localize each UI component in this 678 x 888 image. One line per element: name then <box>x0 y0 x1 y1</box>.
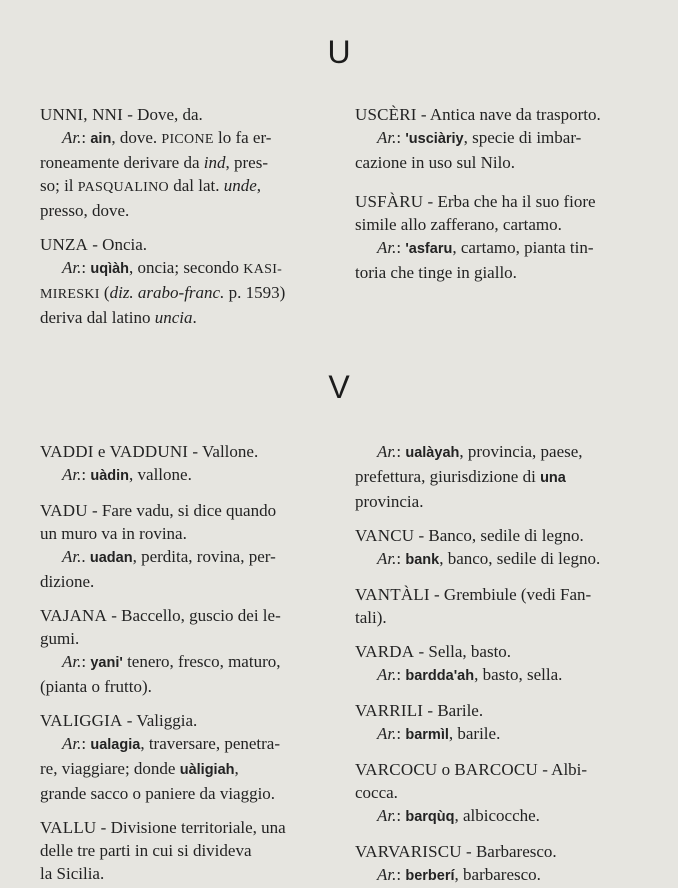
arabic-word: 'usciàriy <box>405 131 464 147</box>
entry-unni: UNNI, NNI - Dove, da. Ar.: ain, dove. PICONE lo fa er- roneamente derivare da ind, pres- so; il PASQUALINO dal lat. unde, presso, dove. <box>40 105 272 220</box>
headword: VARRILI <box>355 701 424 720</box>
arabic-word: barqùq <box>405 809 455 825</box>
arabic-word: 'asfaru <box>405 241 453 257</box>
headword: VARDA <box>355 642 415 661</box>
arabic-word: uàligiah <box>179 762 235 778</box>
ar-label: Ar. <box>377 128 397 147</box>
ar-label: Ar. <box>62 128 82 147</box>
entry-varda: VARDA - Sella, basto. Ar.: bardda'ah, basto, sella. <box>355 642 563 684</box>
arabic-word: barmìl <box>405 727 449 743</box>
arabic-word: bardda'ah <box>405 668 475 684</box>
arabic-word: ain <box>90 131 112 147</box>
headword: USFÀRU <box>355 192 424 211</box>
entry-vallu: VALLU - Divisione territoriale, una delle tre parti in cui si divideva la Sicilia. <box>40 818 286 883</box>
arabic-word: uàdin <box>90 468 130 484</box>
ar-label: Ar. <box>377 238 397 257</box>
entry-vantali: VANTÀLI - Grembiule (vedi Fan- tali). <box>355 585 592 627</box>
headword: VAJANA <box>40 606 108 625</box>
entry-varcocu: VARCOCU o BARCOCU - Albi- cocca. Ar.: barqùq, albicocche. <box>355 760 588 825</box>
ar-label: Ar. <box>377 806 397 825</box>
headword: VARVARISCU <box>355 842 462 861</box>
u-left-column <box>40 103 340 329</box>
arabic-word: ualagia <box>90 737 141 753</box>
headword: VANTÀLI <box>355 585 430 604</box>
headword: UNNI, NNI <box>40 105 124 124</box>
ar-label: Ar. <box>377 665 397 684</box>
entry-usfaru: USFÀRU - Erba che ha il suo fiore simile allo zafferano, cartamo. Ar.: 'asfaru, cartamo, pianta tin- toria che tinge in giallo. <box>355 192 596 282</box>
arabic-word: ualàyah <box>405 445 460 461</box>
v-left-column <box>40 440 340 885</box>
entry-usceri: USCÈRI - Antica nave da trasporto. Ar.: 'usciàriy, specie di imbar- cazione in uso sul Nilo. <box>355 105 601 172</box>
arabic-word: berberí <box>405 868 455 884</box>
entry-vallu-continued: Ar.: ualàyah, provincia, paese, prefettura, giurisdizione di una provincia. <box>355 442 583 511</box>
entry-vadu: VADU - Fare vadu, si dice quando un muro va in rovina. Ar.. uadan, perdita, rovina, per- dizione. <box>40 501 277 591</box>
section-letter-u: U <box>327 34 351 70</box>
entry-vancu: VANCU - Banco, sedile di legno. Ar.: bank, banco, sedile di legno. <box>355 526 601 568</box>
entry-vaddi: VADDI e VADDUNI - Vallone. Ar.: uàdin, vallone. <box>40 442 259 484</box>
headword: VALIGGIA <box>40 711 123 730</box>
ar-label: Ar. <box>62 547 82 566</box>
arabic-word: yani' <box>90 655 123 671</box>
ar-label: Ar. <box>62 465 82 484</box>
arabic-word: bank <box>405 552 440 568</box>
headword: VADU <box>40 501 88 520</box>
section-letter-v: V <box>328 369 350 405</box>
ar-label: Ar. <box>377 549 397 568</box>
v-right-column <box>355 440 655 888</box>
arabic-word: uqìàh <box>90 261 130 277</box>
entry-vajana: VAJANA - Baccello, guscio dei le- gumi. Ar.: yani' tenero, fresco, maturo, (pianta o frutto). <box>40 606 281 696</box>
entry-valiggia: VALIGGIA - Valiggia. Ar.: ualagia, traversare, penetra- re, viaggiare; donde uàligiah, grande sacco o paniere da viaggio. <box>40 711 281 803</box>
ar-label: Ar. <box>62 258 82 277</box>
entry-varrili: VARRILI - Barile. Ar.: barmìl, barile. <box>355 701 501 743</box>
entry-varvariscu: VARVARISCU - Barbaresco. Ar.: berberí, barbaresco. <box>355 842 557 884</box>
ar-label: Ar. <box>377 724 397 743</box>
headword: USCÈRI <box>355 105 417 124</box>
ar-label: Ar. <box>62 652 82 671</box>
ar-label: Ar. <box>377 442 397 461</box>
u-right-column <box>355 103 655 284</box>
ar-label: Ar. <box>377 865 397 884</box>
headword: VADDI <box>40 442 94 461</box>
headword: UNZA <box>40 235 89 254</box>
headword: VANCU <box>355 526 415 545</box>
entry-unza: UNZA - Oncia. Ar.: uqìàh, oncia; secondo KASI- MIRESKI (diz. arabo-franc. p. 1593) deriva dal latino uncia. <box>40 235 286 327</box>
headword: VARCOCU <box>355 760 438 779</box>
ar-label: Ar. <box>62 734 82 753</box>
arabic-word: uadan <box>89 550 133 566</box>
headword: VALLU <box>40 818 97 837</box>
